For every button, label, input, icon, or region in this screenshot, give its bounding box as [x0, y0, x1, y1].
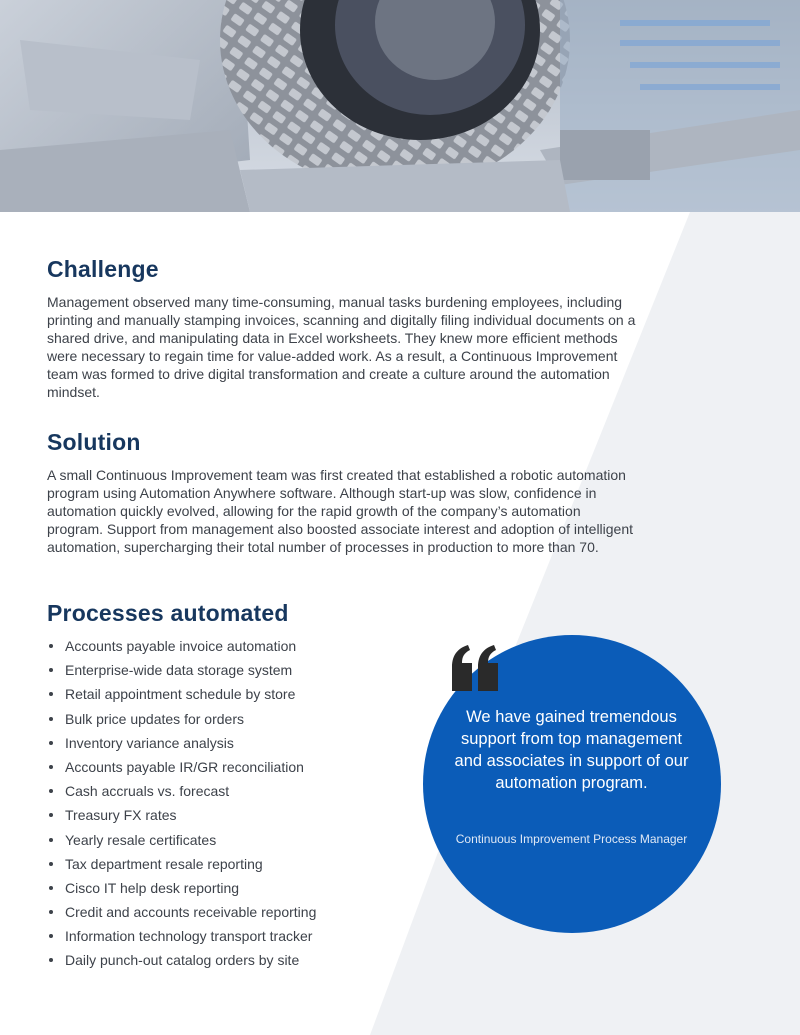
quote-marks-icon	[450, 645, 502, 691]
solution-section	[47, 428, 637, 556]
hero-image	[0, 0, 800, 212]
solution-body: A small Continuous Improvement team was first created that established a robotic automation program using Automation Anywhere software. Although start-up was slow, confidence in automation quickly evolved, allowing for the rapid growth of the company’s automation program. Support from management also boosted associate interest and adoption of intelligent automation, supercharging their total number of processes in production to more than 70.	[47, 467, 634, 555]
list-item: Treasury FX rates	[47, 806, 427, 830]
processes-list	[47, 637, 427, 976]
list-item: Credit and accounts receivable reporting	[47, 903, 427, 927]
list-item: Information technology transport tracker	[47, 927, 427, 951]
list-item: Daily punch-out catalog orders by site	[47, 951, 427, 975]
challenge-body: Management observed many time-consuming, manual tasks burdening employees, including printing and manually stamping invoices, scanning and digitally filing individual documents on a shared drive, and manipulating data in Excel worksheets. They knew more efficient methods were necessary to regain time for value-added work. As a result, a Continuous Improvement team was formed to drive digital transformation and create a culture around the automation mindset.	[47, 294, 636, 400]
list-item: Retail appointment schedule by store	[47, 685, 427, 709]
list-item: Inventory variance analysis	[47, 734, 427, 758]
challenge-section	[47, 255, 637, 401]
quote-text: We have gained tremendous support from top management and associates in support of our automation program.	[454, 708, 689, 792]
list-item: Bulk price updates for orders	[47, 710, 427, 734]
processes-heading: Processes automated	[47, 600, 289, 626]
list-item: Cisco IT help desk reporting	[47, 879, 427, 903]
challenge-heading: Challenge	[47, 256, 159, 282]
list-item: Enterprise-wide data storage system	[47, 661, 427, 685]
list-item: Cash accruals vs. forecast	[47, 782, 427, 806]
list-item: Yearly resale certificates	[47, 831, 427, 855]
hero-tire-illustration	[0, 0, 800, 212]
list-item: Tax department resale reporting	[47, 855, 427, 879]
quote-attribution: Continuous Improvement Process Manager	[455, 832, 688, 846]
list-item: Accounts payable invoice automation	[47, 637, 427, 661]
solution-heading: Solution	[47, 429, 141, 455]
list-item: Accounts payable IR/GR reconciliation	[47, 758, 427, 782]
processes-section	[47, 599, 427, 976]
